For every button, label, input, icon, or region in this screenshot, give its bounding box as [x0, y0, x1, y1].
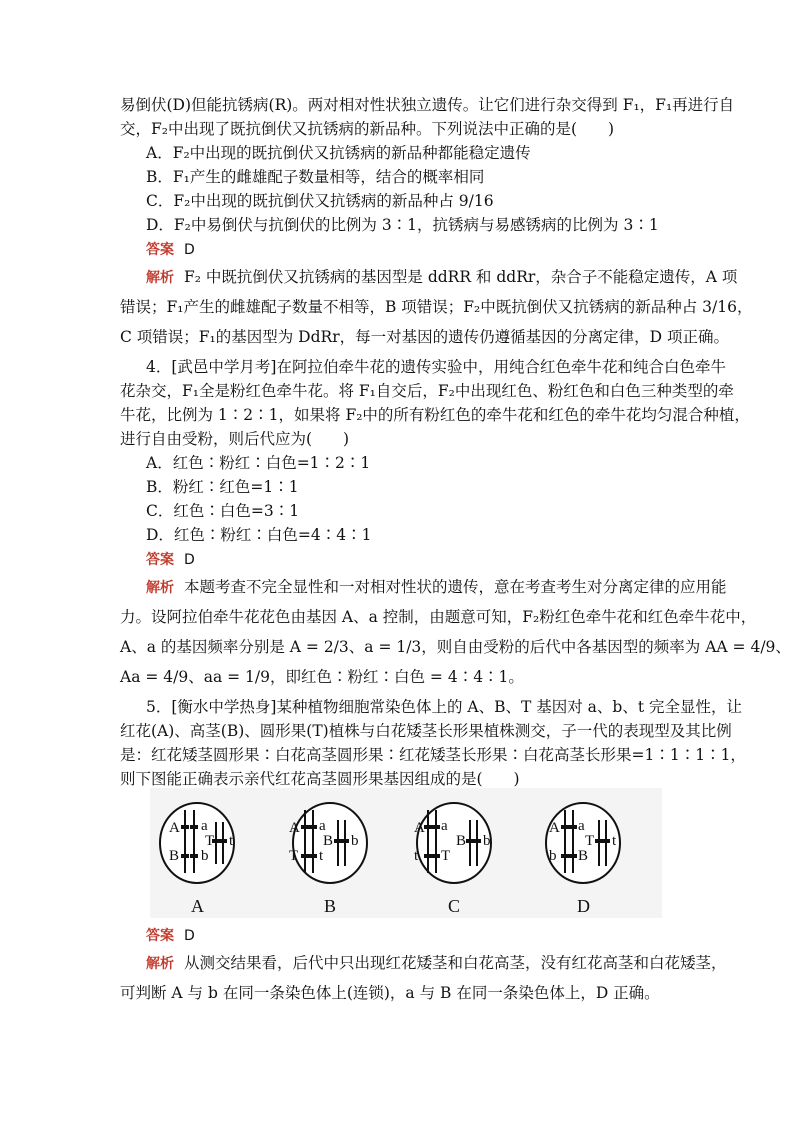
q5-stem-line-4: 则下图能正确表示亲代红花高茎圆形果基因组成的是( ) — [120, 770, 520, 788]
gene-label: A — [414, 820, 425, 836]
gene-locus — [181, 825, 189, 829]
gene-label: B — [456, 833, 467, 849]
q3-option-a: A．F₂中出现的既抗倒伏又抗锈病的新品种都能稳定遗传 — [146, 144, 531, 162]
gene-label: b — [201, 848, 209, 864]
gene-locus — [466, 839, 474, 843]
gene-label: t — [612, 833, 617, 849]
cell-label: A — [191, 896, 204, 916]
gene-locus — [309, 854, 317, 858]
gene-locus — [602, 839, 610, 843]
gene-label: a — [441, 818, 448, 834]
gene-label: B — [169, 848, 180, 864]
q4-analysis-line-2: 力。设阿拉伯牵牛花花色由基因 A、a 控制，由题意可知，F₂粉红色牵牛花和红色牵牛花中， — [120, 608, 757, 626]
gene-label: t — [414, 848, 419, 864]
q5-answer — [146, 924, 195, 947]
q3-option-d: D．F₂中易倒伏与抗倒伏的比例为 3∶1，抗锈病与易感锈病的比例为 3∶1 — [146, 216, 659, 234]
q5-stem-line-1: 5．[衡水中学热身]某种植物细胞常染色体上的 A、B、T 基因对 a、b、t 完全显性，让 — [146, 698, 742, 716]
gene-locus — [309, 825, 317, 829]
q4-stem-line-3: 牛花，比例为 1∶2∶1，如果将 F₂中的所有粉红色的牵牛花和红色的牵牛花均匀混合种植， — [120, 406, 750, 424]
answer-label: 答案 — [146, 552, 174, 568]
q4-answer — [146, 548, 195, 571]
gene-label: t — [229, 833, 234, 849]
q4-analysis-line-3: A、a 的基因频率分别是 A = 2/3、a = 1/3，则自由受粉的后代中各基因型的频率为 AA = 4/9、 — [120, 638, 791, 656]
q3-option-b: B．F₁产生的雌雄配子数量相等，结合的概率相同 — [146, 168, 485, 186]
gene-locus — [181, 854, 189, 858]
gene-label: a — [578, 818, 585, 834]
gene-label: B — [578, 848, 589, 864]
analysis-text: 本题考查不完全显性和一对相对性状的遗传，意在考查考生对分离定律的应用能 — [184, 578, 727, 596]
analysis-label: 解析 — [146, 956, 174, 972]
gene-label: A — [169, 820, 180, 836]
gene-locus — [569, 854, 577, 858]
answer-value: D — [184, 242, 195, 258]
gene-locus — [561, 854, 569, 858]
answer-label: 答案 — [146, 928, 174, 944]
gene-locus — [424, 825, 432, 829]
q4-stem-line-2: 花杂交，F₁全是粉红色牵牛花。将 F₁自交后，F₂中出现红色、粉红色和白色三种类型的牵 — [120, 382, 734, 400]
q3-option-c: C．F₂中出现的既抗倒伏又抗锈病的新品种占 9/16 — [146, 192, 494, 210]
q4-stem-line-4: 进行自由受粉，则后代应为( ) — [120, 430, 350, 448]
gene-label: T — [289, 848, 299, 864]
answer-value: D — [184, 928, 195, 944]
gene-locus — [341, 839, 349, 843]
gene-label: A — [549, 820, 560, 836]
q5-analysis — [146, 952, 727, 975]
q5-stem-line-3: 是：红花矮茎圆形果∶白花高茎圆形果∶红花矮茎长形果∶白花高茎长形果=1∶1∶1∶1， — [120, 746, 746, 764]
gene-locus — [190, 854, 198, 858]
gene-locus — [301, 854, 309, 858]
q3-stem-line-2: 交，F₂中出现了既抗倒伏又抗锈病的新品种。下列说法中正确的是( ) — [120, 120, 615, 138]
q4-analysis — [146, 576, 727, 599]
gene-locus — [473, 839, 481, 843]
gene-label: b — [549, 848, 557, 864]
gene-label: T — [585, 833, 595, 849]
cell-label: C — [448, 896, 461, 916]
gene-locus — [219, 839, 227, 843]
q5-analysis-line-2: 可判断 A 与 b 在同一条染色体上(连锁)，a 与 B 在同一条染色体上，D 正确。 — [120, 984, 660, 1002]
gene-locus — [569, 825, 577, 829]
gene-locus — [595, 839, 603, 843]
q3-analysis — [146, 266, 737, 289]
q3-analysis-line-3: C 项错误；F₁的基因型为 DdRr，每一对基因的遗传仍遵循基因的分离定律，D 项正确。 — [120, 328, 729, 346]
q4-option-b: B．粉红∶红色=1∶1 — [146, 478, 299, 496]
q4-option-c: C．红色∶白色=3∶1 — [146, 502, 300, 520]
gene-locus — [301, 825, 309, 829]
gene-locus — [561, 825, 569, 829]
gene-label: a — [319, 818, 326, 834]
chromosome-figure — [150, 788, 662, 918]
gene-label: A — [289, 820, 300, 836]
cell-label: D — [577, 896, 590, 916]
gene-locus — [432, 825, 440, 829]
analysis-label: 解析 — [146, 580, 174, 596]
answer-label: 答案 — [146, 242, 174, 258]
q3-analysis-line-2: 错误；F₁产生的雌雄配子数量不相等，B 项错误；F₂中既抗倒伏又抗锈病的新品种占 3/16， — [120, 298, 753, 316]
gene-label: B — [323, 833, 334, 849]
q4-analysis-line-4: Aa = 4/9、aa = 1/9，即红色∶粉红∶白色 = 4∶4∶1。 — [120, 668, 524, 686]
gene-label: a — [201, 818, 208, 834]
q4-option-a: A．红色∶粉红∶白色=1∶2∶1 — [146, 454, 371, 472]
gene-label: b — [351, 833, 359, 849]
gene-locus — [424, 854, 432, 858]
gene-locus — [190, 825, 198, 829]
cell-label: B — [324, 896, 337, 916]
analysis-label: 解析 — [146, 270, 174, 286]
q4-option-d: D．红色∶粉红∶白色=4∶4∶1 — [146, 526, 372, 544]
gene-label: T — [441, 848, 451, 864]
answer-value: D — [184, 552, 195, 568]
q3-stem-line-1: 易倒伏(D)但能抗锈病(R)。两对相对性状独立遗传。让它们进行杂交得到 F₁，F₁再进行自 — [120, 96, 735, 114]
gene-label: T — [205, 833, 215, 849]
analysis-text: 从测交结果看，后代中只出现红花矮茎和白花高茎，没有红花高茎和白花矮茎， — [184, 954, 727, 972]
gene-locus — [432, 854, 440, 858]
gene-locus — [334, 839, 342, 843]
q5-stem-line-2: 红花(A)、高茎(B)、圆形果(T)植株与白花矮茎长形果植株测交，子一代的表现型及其比例 — [120, 722, 732, 740]
gene-label: t — [319, 848, 324, 864]
gene-label: b — [483, 833, 491, 849]
q4-stem-line-1: 4．[武邑中学月考]在阿拉伯牵牛花的遗传实验中，用纯合红色牵牛花和纯合白色牵牛 — [146, 358, 726, 376]
q3-answer — [146, 238, 195, 261]
analysis-text: F₂ 中既抗倒伏又抗锈病的基因型是 ddRR 和 ddRr，杂合子不能稳定遗传，A 项 — [184, 268, 738, 286]
